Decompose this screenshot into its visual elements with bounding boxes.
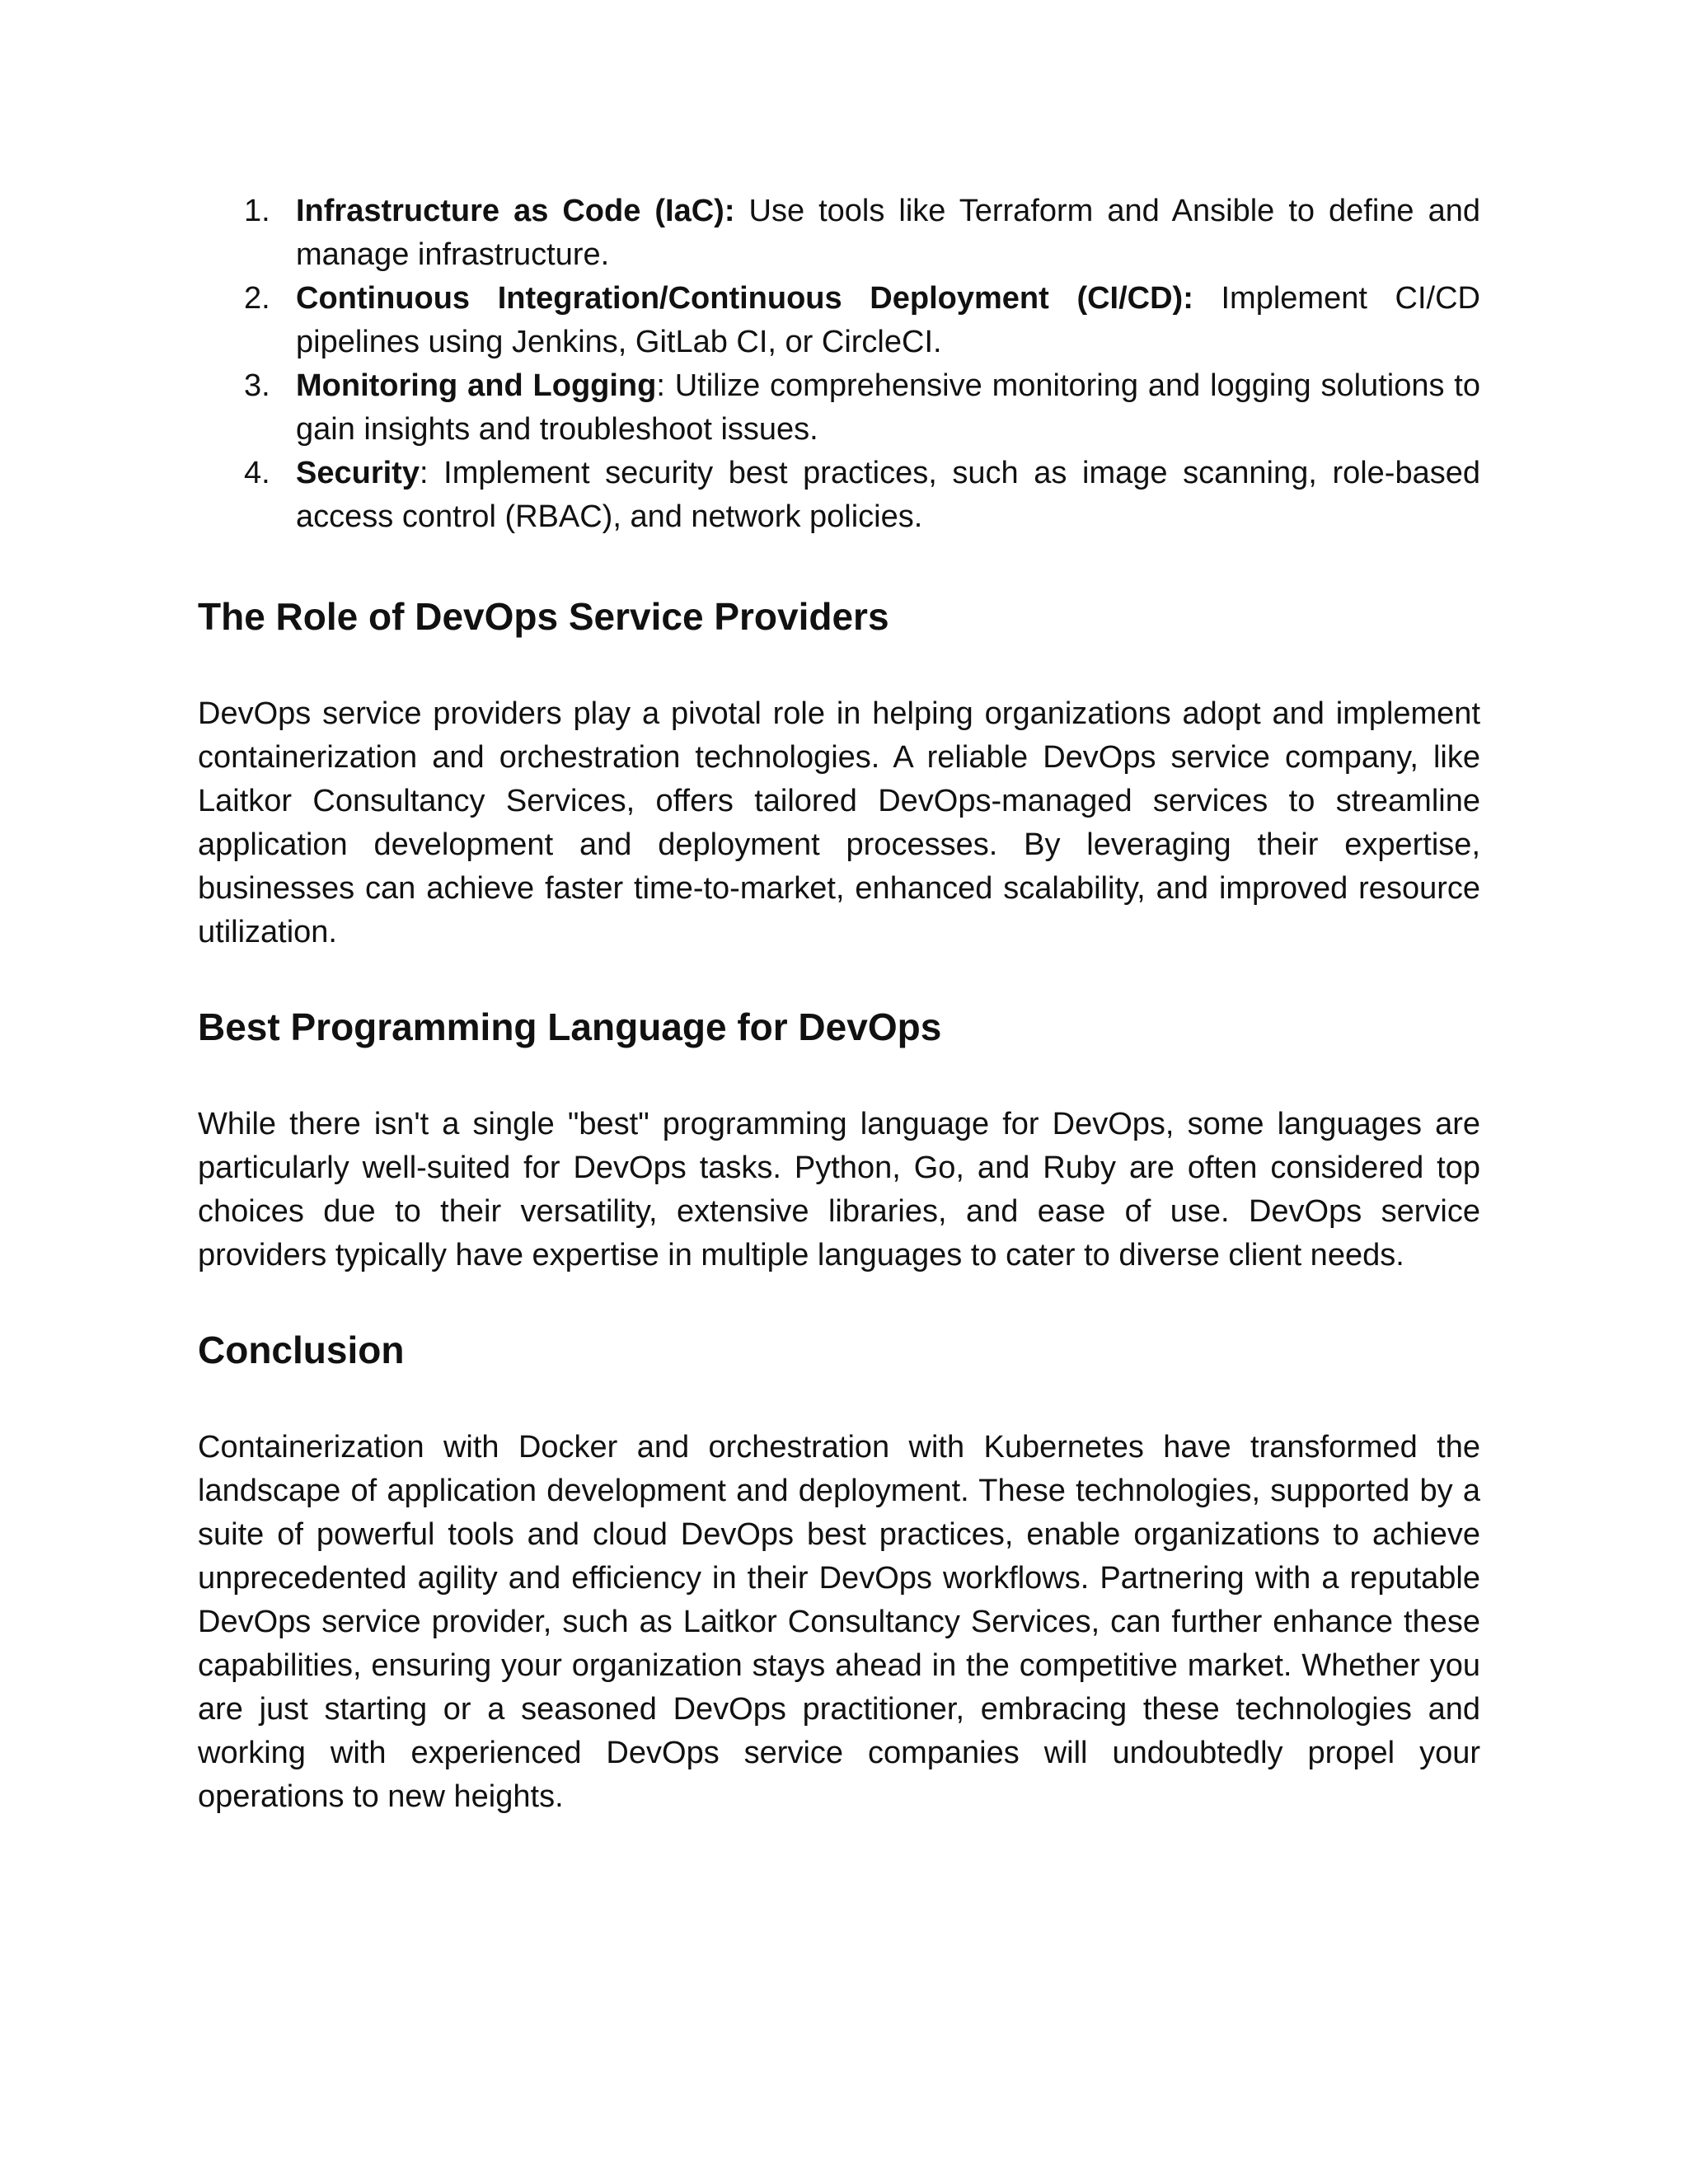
list-item — [198, 452, 1480, 539]
list-item-term: Infrastructure as Code (IaC): — [296, 194, 735, 228]
list-item-number: 4. — [244, 456, 270, 490]
list-item — [198, 190, 1480, 277]
list-item-term: Continuous Integration/Continuous Deployment (CI/CD): — [296, 281, 1193, 316]
list-item-text: : Implement security best practices, such as image scanning, role-based access control (RBAC), and network policies. — [296, 456, 1480, 534]
list-item — [198, 277, 1480, 364]
section-paragraph-conclusion: Containerization with Docker and orchestration with Kubernetes have transformed the landscape of application development and deployment. These technologies, supported by a suite of powerful tools and cloud DevOps best practices, enable organizations to achieve unprecedented agility and efficiency in their DevOps workflows. Partnering with a reputable DevOps service provider, such as Laitkor Consultancy Services, can further enhance these capabilities, ensuring your organization stays ahead in the competitive market. Whether you are just starting or a seasoned DevOps practitioner, embracing these technologies and working with experienced DevOps service companies will undoubtedly propel your operations to new heights. — [198, 1430, 1480, 1814]
practices-list — [198, 190, 1480, 539]
list-item-term: Monitoring and Logging — [296, 368, 657, 403]
list-item-term: Security — [296, 456, 420, 490]
section-paragraph-programming-language: While there isn't a single "best" programming language for DevOps, some languages are particularly well-suited for DevOps tasks. Python, Go, and Ruby are often considered top choices due to their versatility, extensive libraries, and ease of use. DevOps service providers typically have expertise in multiple languages to cater to diverse client needs. — [198, 1107, 1480, 1272]
list-item-number: 2. — [244, 281, 270, 316]
section-heading-programming-language: Best Programming Language for DevOps — [198, 1005, 942, 1048]
list-item-text: : Utilize comprehensive monitoring and logging solutions to gain insights and troubleshoot issues. — [296, 368, 1480, 447]
list-item — [198, 364, 1480, 452]
list-item-number: 1. — [244, 194, 270, 228]
list-item-text: Implement CI/CD pipelines using Jenkins, GitLab CI, or CircleCI. — [296, 281, 1480, 359]
section-heading-devops-providers: The Role of DevOps Service Providers — [198, 595, 889, 638]
section-heading-conclusion: Conclusion — [198, 1329, 405, 1371]
list-item-number: 3. — [244, 368, 270, 403]
list-item-text: Use tools like Terraform and Ansible to define and manage infrastructure. — [296, 194, 1480, 272]
section-paragraph-devops-providers: DevOps service providers play a pivotal role in helping organizations adopt and implement containerization and orchestration technologies. A reliable DevOps service company, like Laitkor Consultancy Services, offers tailored DevOps-managed services to streamline application development and deployment processes. By leveraging their expertise, businesses can achieve faster time-to-market, enhanced scalability, and improved resource utilization. — [198, 696, 1480, 949]
